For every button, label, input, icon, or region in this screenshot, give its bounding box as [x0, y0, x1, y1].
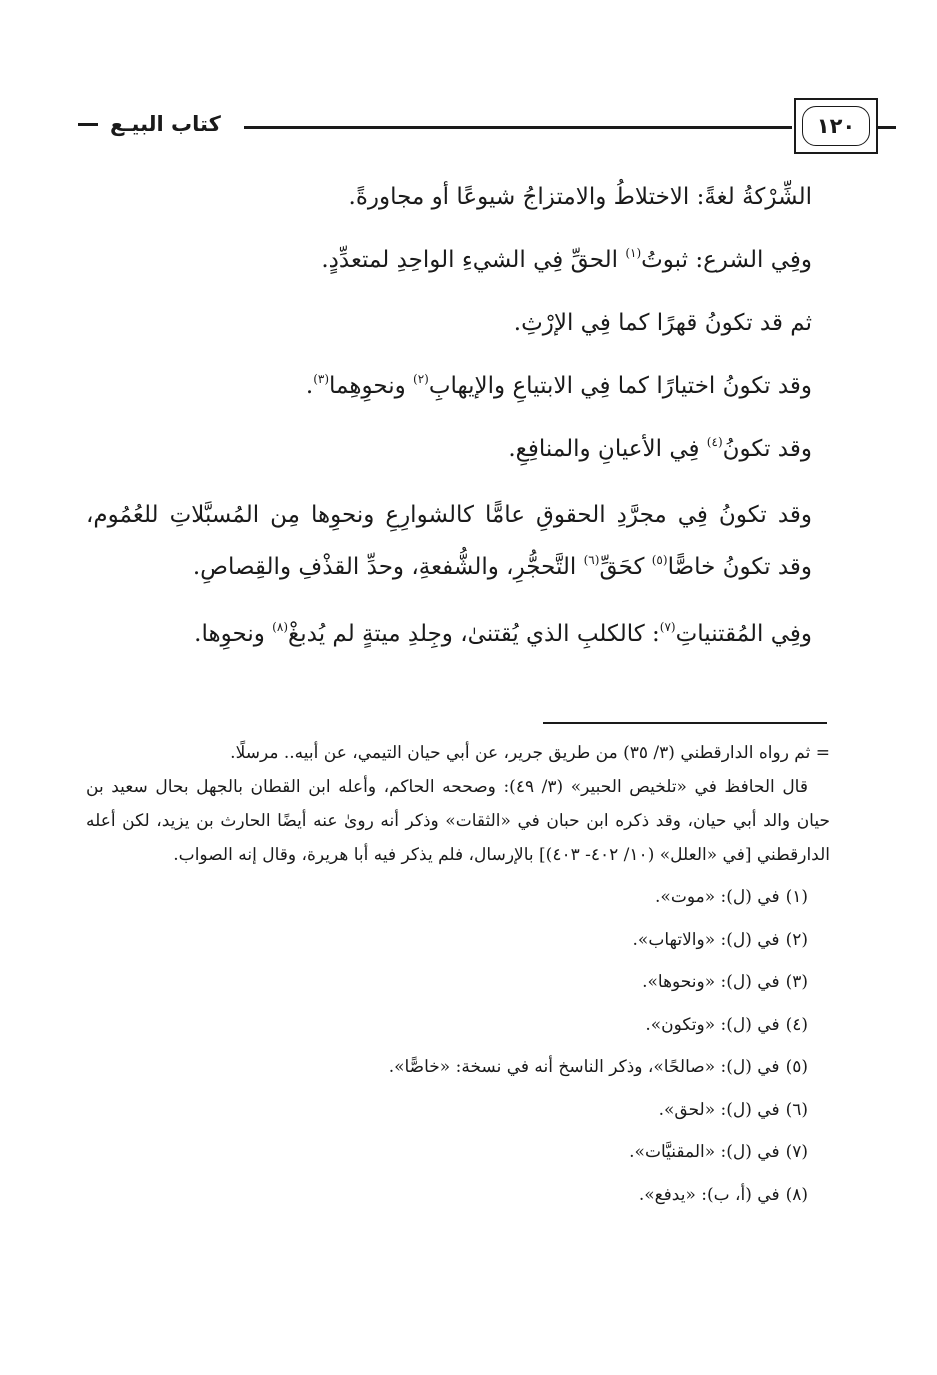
- running-title: [78, 112, 221, 136]
- footnote-text: في (ل): «المقنيَّات».: [629, 1142, 780, 1162]
- paragraph-possessions: [86, 605, 812, 664]
- footnote-item: [86, 961, 808, 1004]
- footnote-ref: (٦): [583, 553, 600, 567]
- paragraph-assets: [86, 420, 812, 479]
- footnotes: [86, 736, 830, 1216]
- text: وفِي الشرع: ثبوتُ: [641, 247, 812, 273]
- page-number: ١٢٠: [802, 106, 870, 146]
- footnote-text: في (ل): «صالحًا»، وذكر الناسخ أنه في نسخة: «خاصًّا».: [388, 1057, 780, 1077]
- paragraph-definition-sharia: [86, 231, 812, 290]
- footnote-continuation: قال الحافظ في «تلخيص الحبير» (٣/ ٤٩): وصححه الحاكم، وأعله ابن القطان بالجهل بحال سعيد بن حيان والد أبي حيان، وقد ذكره ابن حبان في «الثقات» وذكر أنه روىٰ عنه أيضًا الحارث بن يزيد، لكن أعله الدارقطني [في «العلل» (١٠/ ٤٠٢- ٤٠٣)] بالإرسال، فلم يذكر فيه أبا هريرة، وقال إنه الصواب.: [86, 777, 830, 865]
- footnote-ref: (٢): [413, 372, 429, 386]
- text: الحقِّ فِي الشيءِ الواحِدِ لمتعدِّدٍ.: [321, 247, 626, 273]
- footnote-item: [86, 919, 808, 962]
- header-rule-end: [878, 126, 896, 129]
- footnote-text: في (ل): «وتكون».: [645, 1014, 780, 1035]
- footnote-item: [86, 1174, 808, 1217]
- text: : كالكلبِ الذي يُقتنىٰ، وجِلدِ ميتةٍ لم يُدبغْ: [288, 621, 660, 647]
- footnote-item: [86, 1089, 808, 1132]
- header-rule: [244, 126, 792, 129]
- footnote-number: (٧): [785, 1142, 808, 1162]
- footnote-ref: (١): [625, 246, 642, 260]
- paragraph-definition-language: الشِّرْكةُ لغةً: الاختلاطُ والامتزاجُ شيوعًا أو مجاورةً.: [348, 184, 812, 210]
- footnote-ref: (٣): [313, 372, 330, 386]
- footnote-text: في (ل): «موت».: [655, 887, 780, 907]
- text: وقد تكونُ اختيارًا كما فِي الابتياعِ والإيهابِ: [428, 373, 812, 399]
- paragraph-compulsory: ثم قد تكونُ قهرًا كما فِي الإرْثِ.: [513, 310, 812, 336]
- text: فِي الأعيانِ والمنافِعِ.: [508, 436, 707, 462]
- text: وقد تكونُ: [722, 436, 812, 462]
- footnote-number: (٦): [785, 1099, 808, 1120]
- paragraph-voluntary: [86, 357, 812, 416]
- footnote-text: في (ل): «والاتهاب».: [632, 929, 780, 950]
- footnote-ref: (٨): [272, 620, 288, 634]
- footnote-list: [86, 876, 830, 1216]
- text: ونحوِها.: [194, 621, 273, 647]
- footnote-text: في (أ، ب): «يدفع».: [638, 1184, 780, 1205]
- footnote-number: (٤): [785, 1014, 808, 1035]
- main-text: [86, 168, 812, 668]
- running-title-text: كتاب البيـع: [110, 112, 221, 136]
- footnote-number: (٣): [785, 972, 808, 992]
- footnote-text: في (ل): «ونحوها».: [642, 972, 780, 992]
- footnote-text: في (ل): «لحق».: [658, 1099, 780, 1120]
- footnote-ref: (٧): [659, 620, 676, 634]
- text: ونحوِهِما: [329, 373, 414, 399]
- footnote-item: [86, 876, 808, 919]
- page-number-box: [794, 98, 878, 154]
- text: وفِي المُقتنياتِ: [675, 621, 812, 647]
- page-header: [78, 98, 856, 160]
- text: .: [305, 373, 314, 399]
- footnote-item: [86, 1046, 808, 1089]
- text: كحَقِّ: [599, 554, 652, 580]
- footnote-item: [86, 1131, 808, 1174]
- text: التَّحجُّرِ، والشُّفعةِ، وحدِّ القذْفِ والقِصاصِ.: [192, 554, 584, 580]
- footnote-item: [86, 1004, 808, 1047]
- footnote-number: (٨): [785, 1184, 808, 1205]
- footnote-number: (٥): [785, 1057, 808, 1077]
- footnote-continuation: = ثم رواه الدارقطني (٣/ ٣٥) من طريق جرير، عن أبي حيان التيمي، عن أبيه.. مرسلًا.: [230, 743, 830, 763]
- title-dash: [78, 123, 98, 126]
- footnote-number: (٢): [785, 929, 808, 950]
- footnote-number: (١): [785, 887, 808, 907]
- text: وقد تكونُ فِي مجرَّدِ الحقوقِ عامًّا كالشوارِعِ ونحوِها مِن المُسبَّلاتِ للعُمُوم، وقد تكونُ خاصًّا: [86, 502, 812, 580]
- footnote-ref: (٤): [706, 435, 723, 449]
- paragraph-rights: [86, 489, 812, 593]
- footnote-separator: [543, 722, 827, 724]
- footnote-ref: (٥): [651, 553, 668, 567]
